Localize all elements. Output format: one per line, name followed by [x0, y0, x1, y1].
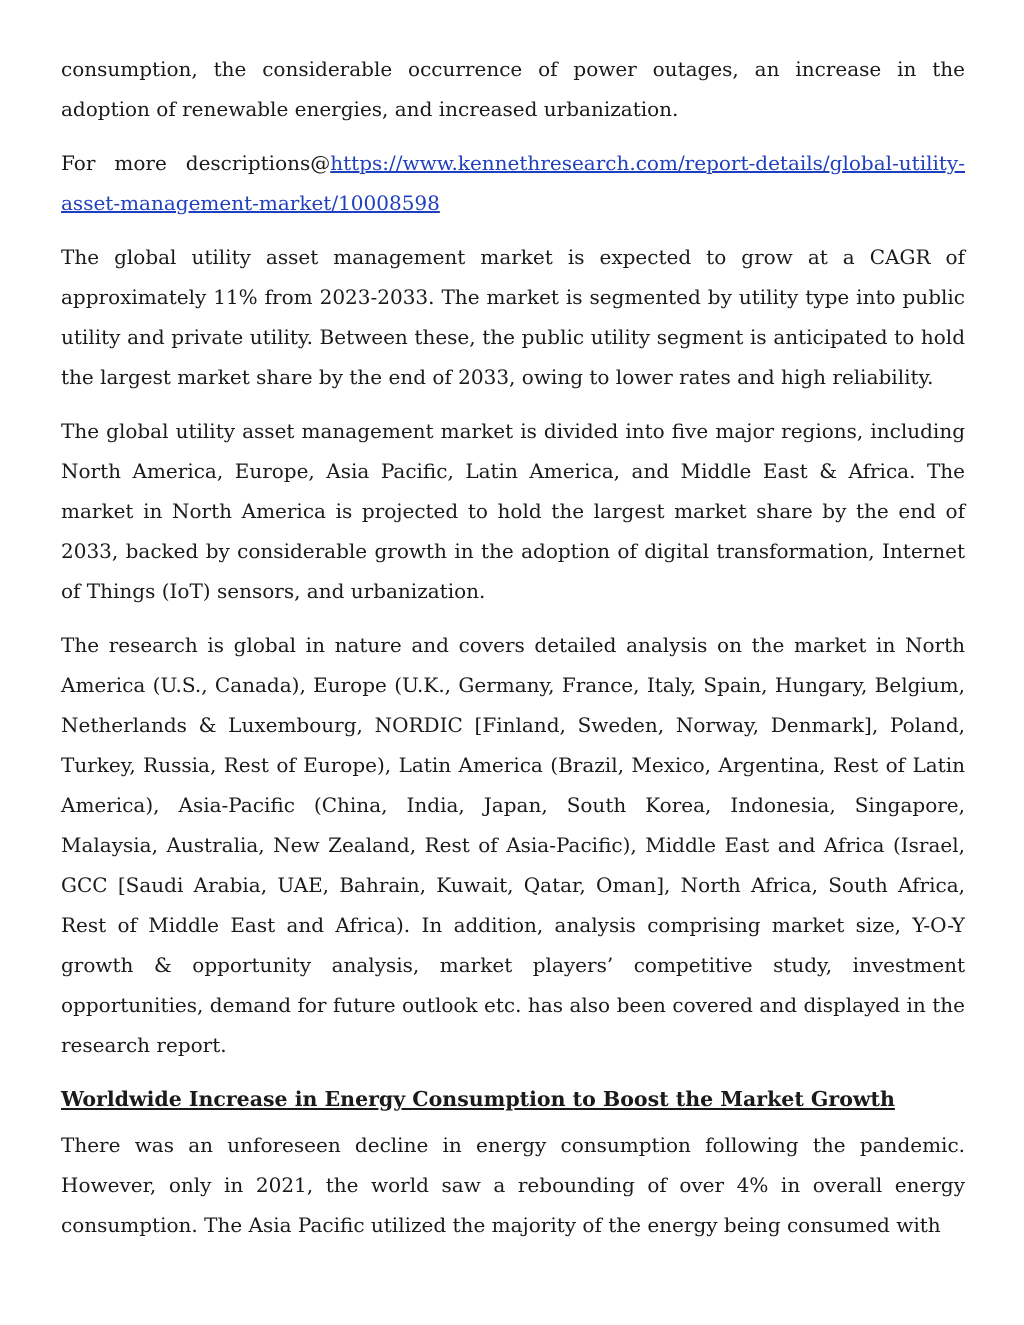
paragraph-market-growth: The global utility asset management market is expected to grow at a CAGR of approximately 11% from 2023-2033. The market is segmented by utility type into public utility and private utility. Between these, the public utility segment is anticipated to hold the largest market share by the end of 2033, owing to lower rates and high reliability.: [61, 245, 965, 389]
paragraph-intro-continuation: consumption, the considerable occurrence of power outages, an increase in the adoption of renewable energies, and increased urbanization.: [61, 57, 965, 121]
document-page: [61, 49, 965, 1259]
more-descriptions-label: For more descriptions@: [61, 151, 331, 175]
paragraph-regions: The global utility asset management market is divided into five major regions, including North America, Europe, Asia Pacific, Latin America, and Middle East & Africa. The market in North America is projected to hold the largest market share by the end of 2033, backed by considerable growth in the adoption of digital transformation, Internet of Things (IoT) sensors, and urbanization.: [61, 419, 965, 603]
report-details-link[interactable]: https://www.kennethresearch.com/report-details/global-utility-asset-management-market/10008598: [61, 151, 965, 215]
section-heading: Worldwide Increase in Energy Consumption to Boost the Market Growth: [61, 1087, 895, 1111]
paragraph-energy-consumption: There was an unforeseen decline in energy consumption following the pandemic. However, only in 2021, the world saw a rebounding of over 4% in overall energy consumption. The Asia Pacific utilized the majority of the energy being consumed with: [61, 1133, 965, 1237]
paragraph-research-scope: The research is global in nature and covers detailed analysis on the market in North America (U.S., Canada), Europe (U.K., Germany, France, Italy, Spain, Hungary, Belgium, Netherlands & Luxembourg, NORDIC [Finland, Sweden, Norway, Denmark], Poland, Turkey, Russia, Rest of Europe), Latin America (Brazil, Mexico, Argentina, Rest of Latin America), Asia-Pacific (China, India, Japan, South Korea, Indonesia, Singapore, Malaysia, Australia, New Zealand, Rest of Asia-Pacific), Middle East and Africa (Israel, GCC [Saudi Arabia, UAE, Bahrain, Kuwait, Qatar, Oman], North Africa, South Africa, Rest of Middle East and Africa). In addition, analysis comprising market size, Y-O-Y growth & opportunity analysis, market players’ competitive study, investment opportunities, demand for future outlook etc. has also been covered and displayed in the research report.: [61, 633, 965, 1057]
paragraph-more-descriptions: [61, 143, 965, 223]
